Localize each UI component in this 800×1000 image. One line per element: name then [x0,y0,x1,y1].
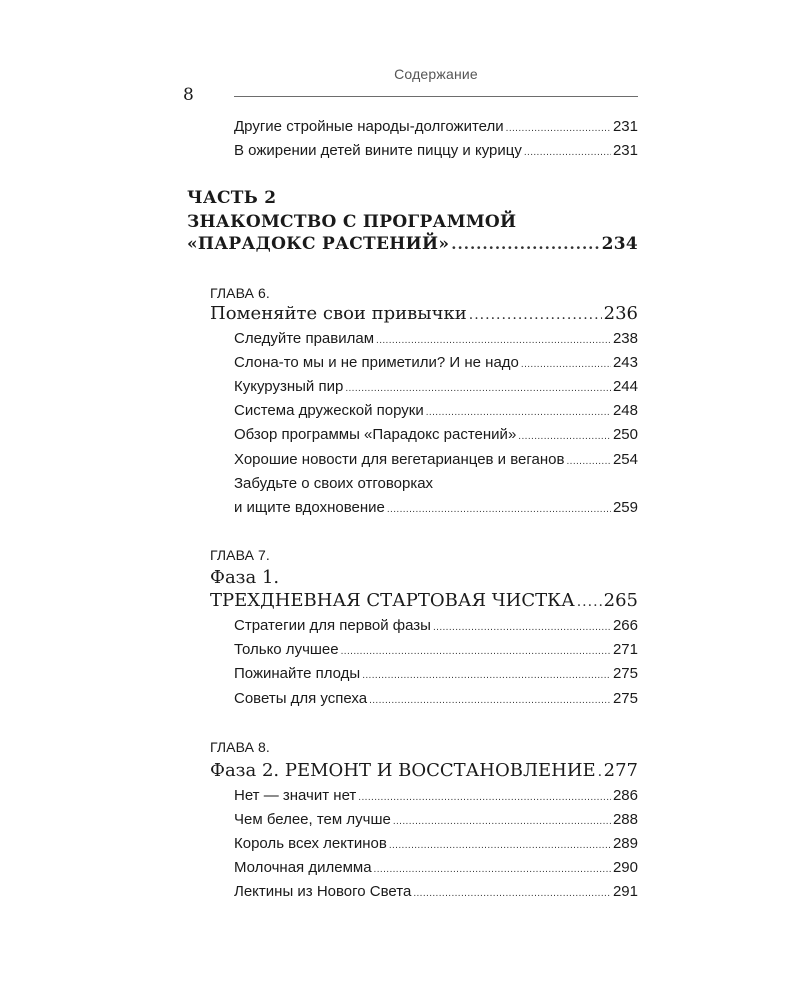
dot-leader [518,425,611,447]
chapter-title-row[interactable] [210,303,638,325]
chapter-page: 265 [603,590,638,611]
toc-entry-title: Кукурузный пир [234,378,344,395]
toc-entry-page: 290 [612,859,638,876]
dot-leader [387,498,611,520]
page-number: 8 [183,85,194,105]
dot-leader [393,810,611,832]
dot-leader [376,329,611,351]
toc-entry-page: 266 [612,617,638,634]
toc-entry[interactable] [234,141,638,161]
toc-entry-title: Советы для успеха [234,690,368,707]
toc-entry[interactable] [234,834,638,854]
running-head: Содержание [394,66,478,82]
toc-entry-page: 244 [612,378,638,395]
toc-entry-title-line1[interactable]: Забудьте о своих отговорках [234,475,434,492]
toc-entry[interactable] [234,882,638,902]
toc-entry-page: 254 [612,451,638,468]
dot-leader [345,377,611,399]
toc-entry-title: Пожинайте плоды [234,665,361,682]
toc-entry-title: Лектины из Нового Света [234,883,412,900]
dot-leader [362,664,611,686]
part-label: ЧАСТЬ 2 [187,188,277,208]
toc-entry-title: Слона-то мы и не приметили? И не надо [234,354,519,371]
chapter-title: Фаза 2. РЕМОНТ И ВОССТАНОВЛЕНИЕ [210,760,596,781]
chapter-label: ГЛАВА 6. [210,285,270,301]
toc-entry-page: 238 [612,330,638,347]
part-title-row[interactable] [187,233,638,255]
toc-entry[interactable] [234,450,638,470]
toc-entry[interactable] [234,117,638,137]
toc-entry-page: 248 [612,402,638,419]
dot-leader [389,834,611,856]
chapter-title-row[interactable] [210,760,638,782]
toc-entry[interactable] [234,616,638,636]
part-title-line2: «ПАРАДОКС РАСТЕНИЙ» [187,234,450,254]
chapter-title: Поменяйте свои привычки [210,303,467,324]
toc-entry-title: Молочная дилемма [234,859,372,876]
toc-entry-page: 243 [612,354,638,371]
dot-leader [524,141,611,163]
toc-entry-title: Обзор программы «Парадокс растений» [234,426,517,443]
toc-entry-page: 231 [612,118,638,135]
header-rule [234,96,638,97]
toc-entry-title: Чем белее, тем лучше [234,811,391,828]
dot-leader [341,640,611,662]
toc-entry[interactable] [234,498,638,518]
chapter-title-line1[interactable]: Фаза 1. [210,567,280,588]
toc-entry-title: Только лучшее [234,641,339,658]
chapter-label: ГЛАВА 7. [210,547,270,563]
toc-entry[interactable] [234,401,638,421]
toc-entry-page: 288 [612,811,638,828]
toc-entry[interactable] [234,786,638,806]
part-page: 234 [601,234,638,254]
toc-entry[interactable] [234,689,638,709]
toc-entry-title: Стратегии для первой фазы [234,617,431,634]
toc-entry[interactable] [234,640,638,660]
toc-entry-title: Король всех лектинов [234,835,387,852]
chapter-page: 236 [603,303,638,324]
toc-entry-page: 259 [612,499,638,516]
toc-entry-title: Следуйте правилам [234,330,375,347]
dot-leader [369,689,611,711]
chapter-title-row[interactable] [210,590,638,612]
toc-entry-page: 291 [612,883,638,900]
dot-leader [426,401,611,423]
dot-leader [577,590,602,613]
chapter-label: ГЛАВА 8. [210,739,270,755]
toc-entry[interactable] [234,377,638,397]
toc-entry-page: 286 [612,787,638,804]
toc-entry[interactable] [234,353,638,373]
toc-entry-title: Нет — значит нет [234,787,357,804]
chapter-page: 277 [603,760,638,781]
toc-entry-page: 275 [612,690,638,707]
part-title-line1: ЗНАКОМСТВО С ПРОГРАММОЙ [187,212,517,232]
dot-leader [598,760,602,783]
toc-entry-page: 275 [612,665,638,682]
toc-entry-title: Хорошие новости для вегетарианцев и веганов [234,451,565,468]
dot-leader [521,353,611,375]
dot-leader [433,616,611,638]
dot-leader [374,858,611,880]
toc-entry[interactable] [234,329,638,349]
toc-entry-title: Другие стройные народы-долгожители [234,118,504,135]
toc-entry-title: Система дружеской поруки [234,402,424,419]
chapter-title-line2: ТРЕХДНЕВНАЯ СТАРТОВАЯ ЧИСТКА [210,590,575,611]
toc-entry-title: В ожирении детей вините пиццу и курицу [234,142,522,159]
dot-leader [469,303,602,326]
toc-entry[interactable] [234,425,638,445]
toc-entry-page: 289 [612,835,638,852]
toc-entry[interactable] [234,810,638,830]
dot-leader [566,450,611,472]
dot-leader [506,117,611,139]
toc-entry-page: 250 [612,426,638,443]
toc-entry[interactable] [234,858,638,878]
toc-entry-page: 271 [612,641,638,658]
dot-leader [413,882,611,904]
toc-entry[interactable] [234,664,638,684]
dot-leader [451,233,599,255]
toc-entry-page: 231 [612,142,638,159]
toc-entry-title-line2: и ищите вдохновение [234,499,385,516]
dot-leader [358,786,611,808]
